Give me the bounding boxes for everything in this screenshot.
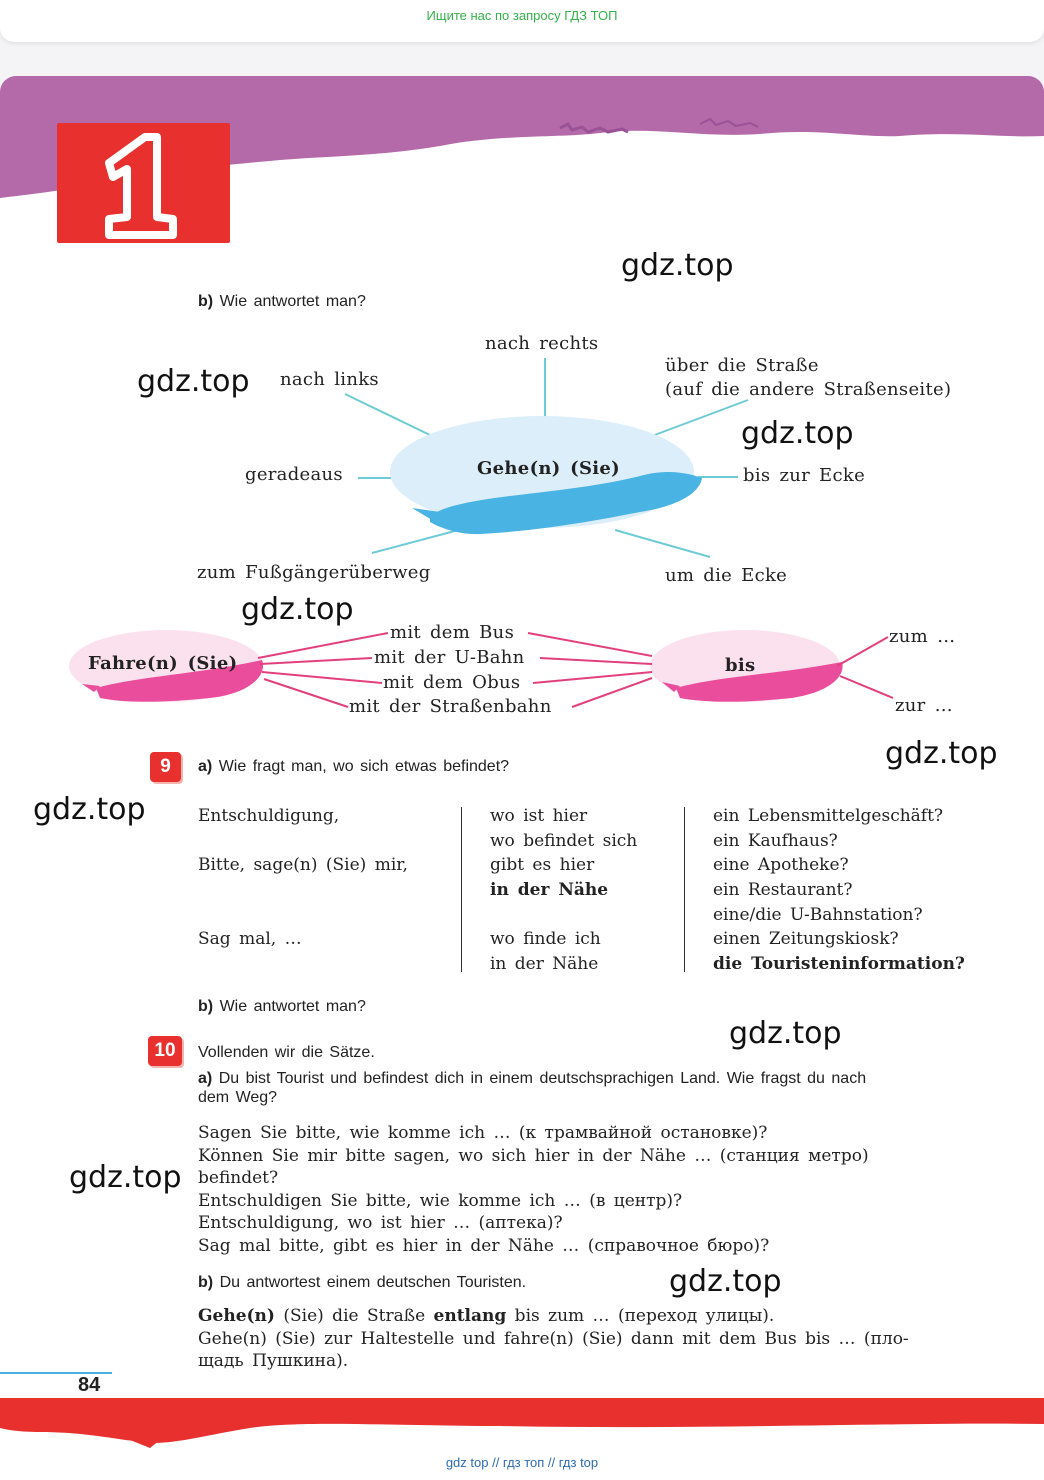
sentence: Entschuldigung, wo ist hier … (аптека)? (198, 1213, 563, 1233)
watermark: gdz.top (241, 592, 354, 627)
textbook-page (0, 76, 1044, 1480)
end-zum: zum … (889, 626, 956, 647)
table-divider (461, 807, 462, 972)
answer-sentence: щадь Пушкина). (198, 1351, 349, 1371)
question-prefix: b) (198, 998, 214, 1015)
table-cell: in der Nähe (490, 954, 599, 975)
question-9a (198, 758, 509, 776)
table-cell: gibt es hier (490, 855, 595, 876)
table-cell: wo befindet sich (490, 830, 638, 851)
table-cell: eine Apotheke? (713, 855, 849, 876)
diagram-center-fahren: Fahre(n) (Sie) (88, 653, 238, 674)
table-cell: eine/die U-Bahnstation? (713, 904, 923, 925)
watermark: gdz.top (669, 1264, 782, 1299)
table-col2 (490, 804, 637, 977)
watermark: gdz.top (885, 736, 998, 771)
table-divider (684, 807, 685, 972)
diagram-center-gehen: Gehe(n) (Sie) (477, 458, 620, 479)
question-prefix: b) (198, 1274, 214, 1291)
question-prefix: b) (198, 293, 214, 310)
watermark: gdz.top (621, 248, 734, 283)
exercise-10b-answers (198, 1305, 909, 1373)
table-cell: die Touristeninformation? (713, 954, 965, 975)
exercise-10a-sentences (198, 1122, 869, 1257)
table-cell: in der Nähe (490, 880, 609, 901)
question-prefix: a) (198, 758, 213, 775)
top-banner (0, 0, 1044, 42)
branch-fussgaengerueberweg: zum Fußgängerüberweg (197, 562, 431, 583)
question-10a (198, 1070, 866, 1088)
search-hint[interactable]: Ищите нас по запросу ГДЗ ТОП (426, 8, 618, 23)
exercise-10-intro: Vollenden wir die Sätze. (198, 1044, 375, 1061)
exercise-10-badge: 10 (148, 1036, 182, 1066)
table-cell: einen Zeitungskiosk? (713, 929, 899, 950)
transport-u-bahn: mit der U-Bahn (374, 647, 525, 668)
watermark: gdz.top (69, 1160, 182, 1195)
branch-ueber-die-strasse-note: (auf die andere Straßenseite) (665, 379, 952, 400)
sentence: Sag mal bitte, gibt es hier in der Nähe … (справочное бюро)? (198, 1235, 770, 1256)
question-text: Wie fragt man, wo sich etwas befindet? (218, 758, 510, 775)
watermark: gdz.top (741, 416, 854, 451)
footer-links[interactable]: gdz top // гдз топ // гдз top (445, 1455, 599, 1470)
table-col3 (713, 804, 965, 977)
question-10b (198, 1274, 526, 1292)
sentence: befindet? (198, 1168, 279, 1188)
question-10a-cont: dem Weg? (198, 1089, 278, 1106)
footer-brush-band (0, 1396, 1044, 1456)
question-text: Wie antwortet man? (219, 293, 366, 310)
branch-ueber-die-strasse: über die Straße (665, 355, 819, 376)
branch-bis-zur-ecke: bis zur Ecke (743, 465, 866, 486)
branch-geradeaus: geradeaus (245, 464, 343, 485)
branch-nach-rechts: nach rechts (485, 333, 599, 354)
watermark: gdz.top (137, 364, 250, 399)
question-prefix: a) (198, 1070, 213, 1087)
table-col1 (198, 804, 408, 952)
sentence: Sagen Sie bitte, wie komme ich … (к трамвайной остановке)? (198, 1123, 768, 1143)
exercise-9-badge: 9 (150, 752, 181, 782)
sentence: Entschuldigen Sie bitte, wie komme ich … (в центр)? (198, 1190, 683, 1211)
question-9b (198, 998, 366, 1016)
question-text: Du antwortest einem deutschen Touristen. (219, 1274, 527, 1291)
answer-sentence: Gehe(n) (Sie) die Straße entlang bis zum … (переход улицы). (198, 1306, 775, 1326)
answer-sentence: Gehe(n) (Sie) zur Haltestelle und fahre(n) (Sie) dann mit dem Bus bis … (пло- (198, 1328, 909, 1349)
question-text: Wie antwortet man? (219, 998, 366, 1015)
transport-bus: mit dem Bus (390, 622, 515, 643)
diagram-center-bis: bis (725, 655, 756, 676)
transport-strassenbahn: mit der Straßenbahn (349, 696, 552, 717)
table-cell: Sag mal, … (198, 929, 302, 950)
watermark: gdz.top (729, 1016, 842, 1051)
branch-nach-links: nach links (280, 369, 379, 390)
table-cell: Entschuldigung, (198, 806, 340, 826)
sentence: Können Sie mir bitte sagen, wo sich hier in der Nähe … (станция метро) (198, 1145, 869, 1166)
table-cell: ein Kaufhaus? (713, 830, 838, 851)
table-cell: ein Lebensmittelgeschäft? (713, 806, 944, 826)
table-cell: wo ist hier (490, 806, 588, 826)
page-number: 84 (78, 1374, 101, 1396)
end-zur: zur … (895, 695, 953, 716)
transport-obus: mit dem Obus (383, 672, 521, 693)
table-cell: ein Restaurant? (713, 880, 853, 901)
question-text: Du bist Tourist und befindest dich in einem deutschsprachigen Land. Wie fragst du nach (218, 1070, 867, 1087)
table-cell: wo finde ich (490, 929, 601, 950)
branch-um-die-ecke: um die Ecke (665, 565, 788, 586)
table-cell: Bitte, sage(n) (Sie) mir, (198, 855, 408, 876)
watermark: gdz.top (33, 792, 146, 827)
